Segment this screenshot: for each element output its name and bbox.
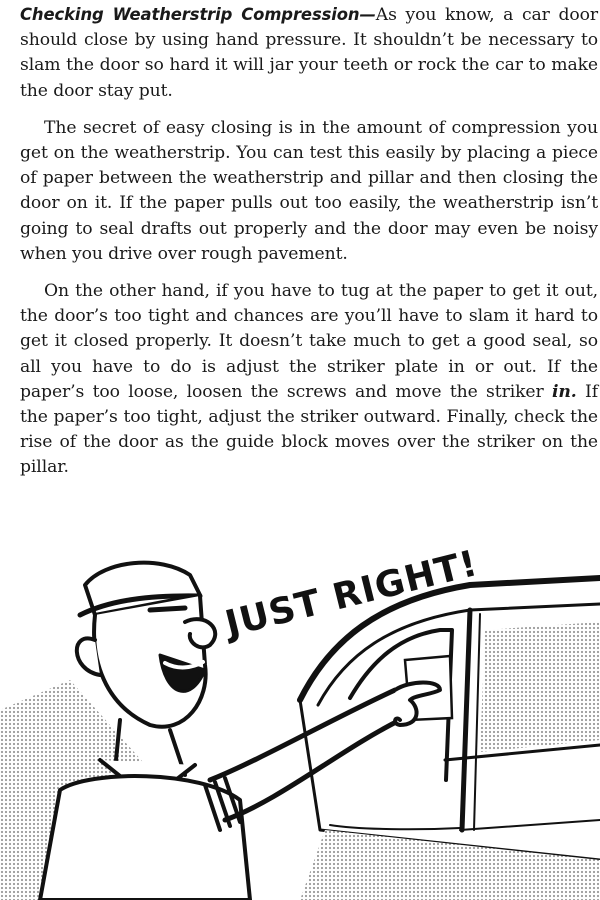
cartoon-illustration xyxy=(0,530,600,900)
paragraph-3-text-a: On the other hand, if you have to tug at the paper to get it out, the door’s too tight and chances are you’ll have to slam it hard to get it closed properly. It doesn’t take much to get a good seal, so all you have to do is adjust the striker plate in or out. If the paper’s too loose, loosen the screws and move the striker xyxy=(20,281,598,402)
window-shading xyxy=(480,622,600,752)
paragraph-3-text-b: If the paper’s too tight, adjust the striker outward. Finally, check the rise of the door as the guide block moves over the striker on the pillar. xyxy=(20,381,598,478)
paragraph-3 xyxy=(20,279,598,481)
speech-exclamation: JUST RIGHT! xyxy=(221,542,483,646)
paragraph-1 xyxy=(20,2,598,104)
heading-dash: — xyxy=(359,5,376,24)
section-heading xyxy=(20,5,376,24)
heading-text: Checking Weatherstrip Compression xyxy=(20,5,360,24)
car-body-shading xyxy=(300,830,600,900)
emphasis-in: in. xyxy=(551,381,577,402)
article-body xyxy=(20,2,598,493)
paragraph-1-text: As you know, a car door should close by using hand pressure. It shouldn’t be necessary to slam the door so hard it will jar your teeth or rock the car to make the door stay put. xyxy=(20,5,598,101)
cartoon-svg xyxy=(0,530,600,900)
paragraph-2: The secret of easy closing is in the amount of compression you get on the weatherstrip. You can test this easily by placing a piece of paper between the weatherstrip and pillar and then closing the door on it. If the paper pulls out too easily, the weatherstrip isn’t going to seal drafts out properly and the door may even be noisy when you drive over rough pavement. xyxy=(20,117,598,264)
